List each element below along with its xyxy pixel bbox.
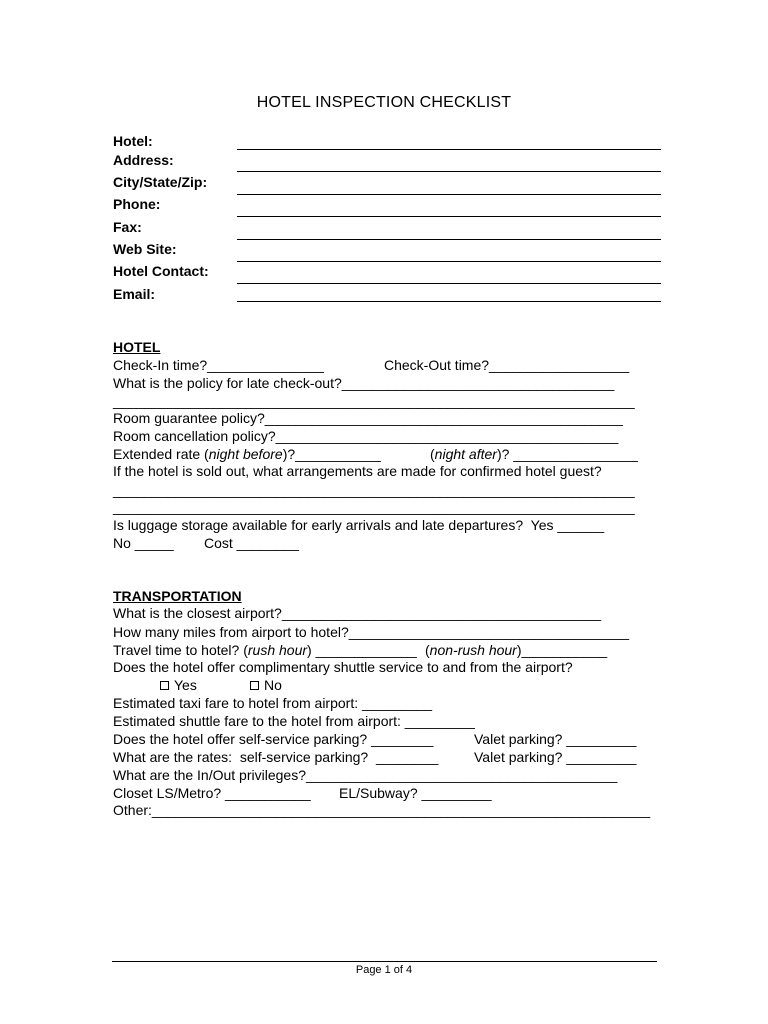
transportation-section-heading: TRANSPORTATION (113, 588, 242, 604)
address-field[interactable] (237, 171, 661, 172)
luggage-cost: Cost ________ (204, 535, 299, 551)
night-before-label: night before (208, 446, 283, 462)
miles-question: How many miles from airport to hotel?____________________________________ (113, 624, 630, 640)
in-out-privileges-question: What are the In/Out privileges?________________________________________ (113, 767, 618, 783)
extended-rate-after-blank: )? ________________ (496, 446, 638, 462)
travel-time-label: Travel time to hotel? ( (113, 642, 248, 658)
hotel-field[interactable] (237, 149, 661, 150)
extended-rate-label: Extended rate ( (113, 446, 209, 462)
extended-rate-before-blank: )?___________ (282, 446, 381, 462)
checkbox-icon[interactable] (160, 681, 169, 690)
phone-label: Phone: (113, 196, 161, 212)
valet-parking-question: Valet parking? _________ (474, 731, 637, 747)
website-label: Web Site: (113, 241, 177, 257)
hotel-section-heading: HOTEL (113, 339, 161, 355)
hotel-contact-field[interactable] (237, 283, 661, 284)
room-cancellation-question: Room cancellation policy?____________________________________________ (113, 428, 619, 444)
luggage-no: No _____ (113, 535, 174, 551)
luggage-question: Is luggage storage available for early arrivals and late departures? Yes ______ (113, 517, 605, 533)
checkout-question: Check-Out time?__________________ (384, 357, 630, 373)
subway-question: EL/Subway? _________ (339, 785, 492, 801)
city-state-zip-label: City/State/Zip: (113, 174, 208, 190)
page-number: Page 1 of 4 (355, 964, 413, 976)
night-after-label: night after (434, 446, 497, 462)
shuttle-no-option[interactable] (250, 677, 282, 694)
no-label: No (264, 677, 282, 693)
blank-line: ___________________________________________________________________ (113, 482, 635, 498)
travel-time-rush (113, 642, 417, 659)
closest-airport-question: What is the closest airport?_________________________________________ (113, 605, 602, 621)
rush-hour-blank: ) _____________ (307, 642, 417, 658)
non-rush-hour-label: non-rush hour (429, 642, 517, 658)
parking-rates-question: What are the rates: self-service parking? ________ (113, 749, 439, 765)
hotel-contact-label: Hotel Contact: (113, 263, 209, 279)
fax-label: Fax: (113, 219, 142, 235)
metro-question: Closet LS/Metro? ___________ (113, 785, 311, 801)
late-checkout-question: What is the policy for late check-out?___________________________________ (113, 375, 615, 391)
website-field[interactable] (237, 261, 661, 262)
fax-field[interactable] (237, 239, 661, 240)
taxi-fare-question: Estimated taxi fare to hotel from airport: _________ (113, 695, 433, 711)
yes-label: Yes (174, 677, 197, 693)
address-label: Address: (113, 152, 174, 168)
phone-field[interactable] (237, 216, 661, 217)
checkin-question: Check-In time?_______________ (113, 357, 324, 373)
shuttle-fare-question: Estimated shuttle fare to the hotel from airport: _________ (113, 713, 475, 729)
other-question: Other:________________________________________________________________ (113, 802, 651, 818)
valet-rates-question: Valet parking? _________ (474, 749, 637, 765)
paren-open: ( (425, 642, 430, 658)
footer-rule (112, 961, 657, 962)
hotel-label: Hotel: (113, 133, 153, 149)
non-rush-hour-blank: )___________ (516, 642, 608, 658)
room-guarantee-question: Room guarantee policy?______________________________________________ (113, 410, 623, 426)
sold-out-question: If the hotel is sold out, what arrangements are made for confirmed hotel guest? (113, 463, 602, 479)
extended-rate-before (113, 446, 381, 463)
shuttle-question: Does the hotel offer complimentary shuttle service to and from the airport? (113, 659, 573, 675)
blank-line: ___________________________________________________________________ (113, 393, 635, 409)
email-field[interactable] (237, 301, 661, 302)
page-title: HOTEL INSPECTION CHECKLIST (256, 94, 512, 111)
self-parking-question: Does the hotel offer self-service parking? ________ (113, 731, 434, 747)
paren-open: ( (430, 446, 435, 462)
extended-rate-after (430, 446, 638, 463)
rush-hour-label: rush hour (247, 642, 308, 658)
city-state-zip-field[interactable] (237, 194, 661, 195)
checkbox-icon[interactable] (250, 681, 259, 690)
blank-line: ___________________________________________________________________ (113, 499, 635, 515)
shuttle-yes-option[interactable] (160, 677, 197, 694)
travel-time-non-rush (425, 642, 607, 659)
email-label: Email: (113, 286, 156, 302)
